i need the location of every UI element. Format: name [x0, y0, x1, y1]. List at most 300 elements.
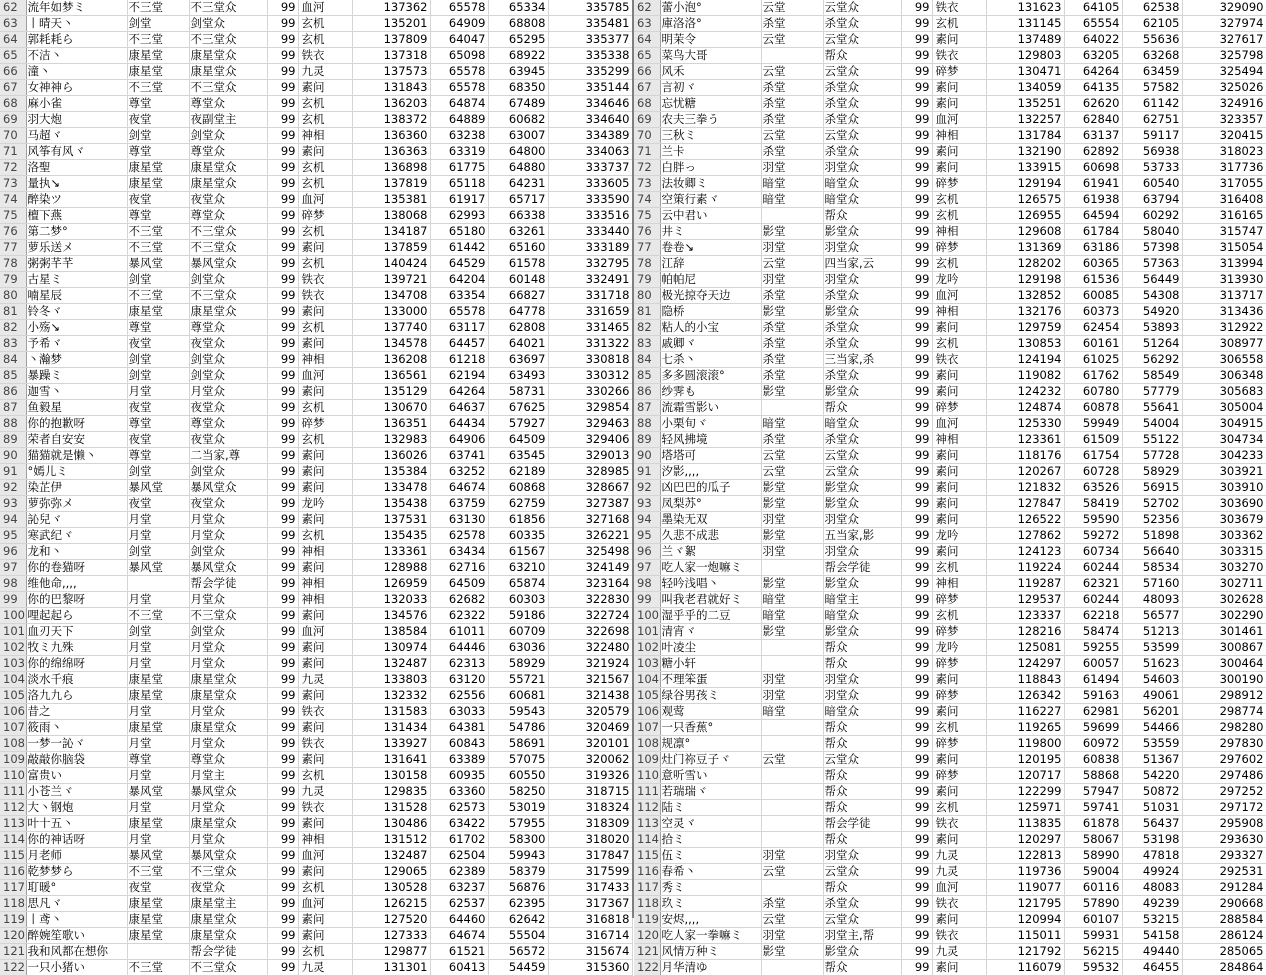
class-cell[interactable]: 素问: [298, 464, 352, 480]
score-b-cell[interactable]: 63319: [430, 144, 488, 160]
level-cell[interactable]: 99: [267, 544, 298, 560]
score-a-cell[interactable]: 136026: [352, 448, 430, 464]
title-cell[interactable]: 月堂众: [189, 640, 267, 656]
score-c-cell[interactable]: 58691: [488, 736, 548, 752]
row-number-cell[interactable]: 97: [0, 560, 26, 576]
class-cell[interactable]: 素问: [298, 640, 352, 656]
branch-cell[interactable]: [761, 800, 823, 816]
level-cell[interactable]: 99: [267, 496, 298, 512]
branch-cell[interactable]: 影堂: [761, 496, 823, 512]
total-score-cell[interactable]: 302290: [1182, 608, 1266, 624]
level-cell[interactable]: 99: [901, 288, 932, 304]
score-b-cell[interactable]: 60365: [1064, 256, 1122, 272]
score-b-cell[interactable]: 63434: [430, 544, 488, 560]
player-name-cell[interactable]: 小苍兰ヾ: [26, 784, 127, 800]
player-name-cell[interactable]: 檀下燕: [26, 208, 127, 224]
player-name-cell[interactable]: 洛聖: [26, 160, 127, 176]
level-cell[interactable]: 99: [267, 800, 298, 816]
title-cell[interactable]: 康星堂主: [189, 896, 267, 912]
level-cell[interactable]: 99: [901, 944, 932, 960]
row-number-cell[interactable]: 84: [634, 352, 660, 368]
score-b-cell[interactable]: 60244: [1064, 592, 1122, 608]
total-score-cell[interactable]: 335338: [548, 48, 632, 64]
player-name-cell[interactable]: 流年如梦ミ: [26, 0, 127, 16]
score-c-cell[interactable]: 60709: [488, 624, 548, 640]
player-name-cell[interactable]: 法妆卿ミ: [660, 176, 761, 192]
score-c-cell[interactable]: 48083: [1122, 880, 1182, 896]
score-c-cell[interactable]: 57363: [1122, 256, 1182, 272]
title-cell[interactable]: 云堂众: [823, 912, 901, 928]
total-score-cell[interactable]: 325498: [548, 544, 632, 560]
branch-cell[interactable]: 夜堂: [127, 400, 189, 416]
score-b-cell[interactable]: 58868: [1064, 768, 1122, 784]
row-number-cell[interactable]: 83: [0, 336, 26, 352]
class-cell[interactable]: 玄机: [298, 768, 352, 784]
player-name-cell[interactable]: 兰卡: [660, 144, 761, 160]
row-number-cell[interactable]: 101: [634, 624, 660, 640]
total-score-cell[interactable]: 295908: [1182, 816, 1266, 832]
player-name-cell[interactable]: 湿乎乎的二豆: [660, 608, 761, 624]
title-cell[interactable]: 康星堂众: [189, 64, 267, 80]
score-c-cell[interactable]: 58250: [488, 784, 548, 800]
branch-cell[interactable]: 暗堂: [761, 704, 823, 720]
total-score-cell[interactable]: 329463: [548, 416, 632, 432]
branch-cell[interactable]: 羽堂: [761, 544, 823, 560]
branch-cell[interactable]: 夜堂: [127, 336, 189, 352]
title-cell[interactable]: 羽堂众: [823, 512, 901, 528]
score-a-cell[interactable]: 116227: [986, 704, 1064, 720]
total-score-cell[interactable]: 291284: [1182, 880, 1266, 896]
class-cell[interactable]: 素问: [298, 752, 352, 768]
total-score-cell[interactable]: 301461: [1182, 624, 1266, 640]
class-cell[interactable]: 铁衣: [932, 896, 986, 912]
title-cell[interactable]: 帮众: [823, 720, 901, 736]
score-c-cell[interactable]: 55636: [1122, 32, 1182, 48]
title-cell[interactable]: 影堂众: [823, 224, 901, 240]
score-a-cell[interactable]: 135381: [352, 192, 430, 208]
player-name-cell[interactable]: 叶十五丶: [26, 816, 127, 832]
player-name-cell[interactable]: 塔塔可: [660, 448, 761, 464]
title-cell[interactable]: 康星堂众: [189, 720, 267, 736]
score-a-cell[interactable]: 139721: [352, 272, 430, 288]
level-cell[interactable]: 99: [267, 160, 298, 176]
score-a-cell[interactable]: 137859: [352, 240, 430, 256]
player-name-cell[interactable]: 规凛°: [660, 736, 761, 752]
player-name-cell[interactable]: 思凡ヾ: [26, 896, 127, 912]
score-a-cell[interactable]: 132332: [352, 688, 430, 704]
level-cell[interactable]: 99: [267, 688, 298, 704]
total-score-cell[interactable]: 335481: [548, 16, 632, 32]
score-a-cell[interactable]: 129835: [352, 784, 430, 800]
title-cell[interactable]: 月堂众: [189, 384, 267, 400]
total-score-cell[interactable]: 313994: [1182, 256, 1266, 272]
total-score-cell[interactable]: 316714: [548, 928, 632, 944]
score-b-cell[interactable]: 64460: [430, 912, 488, 928]
title-cell[interactable]: 月堂众: [189, 512, 267, 528]
score-a-cell[interactable]: 126342: [986, 688, 1064, 704]
row-number-cell[interactable]: 102: [634, 640, 660, 656]
score-c-cell[interactable]: 55504: [488, 928, 548, 944]
score-c-cell[interactable]: 52356: [1122, 512, 1182, 528]
score-c-cell[interactable]: 65874: [488, 576, 548, 592]
score-a-cell[interactable]: 135438: [352, 496, 430, 512]
score-b-cell[interactable]: 62556: [430, 688, 488, 704]
class-cell[interactable]: 素问: [932, 672, 986, 688]
total-score-cell[interactable]: 315054: [1182, 240, 1266, 256]
title-cell[interactable]: 云堂众: [823, 32, 901, 48]
player-name-cell[interactable]: 萝乐送メ: [26, 240, 127, 256]
class-cell[interactable]: 玄机: [298, 880, 352, 896]
score-a-cell[interactable]: 121832: [986, 480, 1064, 496]
class-cell[interactable]: 血河: [932, 416, 986, 432]
row-number-cell[interactable]: 122: [634, 960, 660, 976]
class-cell[interactable]: 铁衣: [298, 736, 352, 752]
score-c-cell[interactable]: 51367: [1122, 752, 1182, 768]
level-cell[interactable]: 99: [901, 912, 932, 928]
score-c-cell[interactable]: 54786: [488, 720, 548, 736]
class-cell[interactable]: 血河: [298, 896, 352, 912]
branch-cell[interactable]: 不三堂: [127, 32, 189, 48]
score-a-cell[interactable]: 137809: [352, 32, 430, 48]
score-c-cell[interactable]: 58731: [488, 384, 548, 400]
total-score-cell[interactable]: 329854: [548, 400, 632, 416]
score-c-cell[interactable]: 56640: [1122, 544, 1182, 560]
player-name-cell[interactable]: 羽大炮: [26, 112, 127, 128]
title-cell[interactable]: 杀堂众: [823, 432, 901, 448]
level-cell[interactable]: 99: [267, 768, 298, 784]
score-c-cell[interactable]: 56201: [1122, 704, 1182, 720]
level-cell[interactable]: 99: [267, 576, 298, 592]
score-a-cell[interactable]: 135251: [986, 96, 1064, 112]
row-number-cell[interactable]: 91: [0, 464, 26, 480]
score-c-cell[interactable]: 60682: [488, 112, 548, 128]
player-name-cell[interactable]: 郭耗耗ら: [26, 32, 127, 48]
row-number-cell[interactable]: 78: [0, 256, 26, 272]
level-cell[interactable]: 99: [267, 128, 298, 144]
class-cell[interactable]: 素问: [298, 720, 352, 736]
branch-cell[interactable]: 尊堂: [127, 752, 189, 768]
row-number-cell[interactable]: 62: [0, 0, 26, 16]
title-cell[interactable]: 月堂众: [189, 736, 267, 752]
title-cell[interactable]: 羽堂众: [823, 672, 901, 688]
total-score-cell[interactable]: 313930: [1182, 272, 1266, 288]
title-cell[interactable]: 康星堂众: [189, 176, 267, 192]
score-a-cell[interactable]: 132852: [986, 288, 1064, 304]
title-cell[interactable]: 三当家,杀: [823, 352, 901, 368]
row-number-cell[interactable]: 120: [0, 928, 26, 944]
score-b-cell[interactable]: 62578: [430, 528, 488, 544]
score-c-cell[interactable]: 53019: [488, 800, 548, 816]
branch-cell[interactable]: 剑堂: [127, 368, 189, 384]
player-name-cell[interactable]: 井ミ: [660, 224, 761, 240]
level-cell[interactable]: 99: [267, 432, 298, 448]
score-c-cell[interactable]: 60303: [488, 592, 548, 608]
title-cell[interactable]: 月堂众: [189, 528, 267, 544]
score-b-cell[interactable]: 60116: [1064, 880, 1122, 896]
total-score-cell[interactable]: 298774: [1182, 704, 1266, 720]
branch-cell[interactable]: 云堂: [761, 464, 823, 480]
score-b-cell[interactable]: 62322: [430, 608, 488, 624]
player-name-cell[interactable]: 丶瀚梦: [26, 352, 127, 368]
player-name-cell[interactable]: 帕帕尼: [660, 272, 761, 288]
player-name-cell[interactable]: 量执↘: [26, 176, 127, 192]
level-cell[interactable]: 99: [267, 448, 298, 464]
row-number-cell[interactable]: 93: [634, 496, 660, 512]
row-number-cell[interactable]: 64: [634, 32, 660, 48]
class-cell[interactable]: 九灵: [298, 960, 352, 976]
score-b-cell[interactable]: 63354: [430, 288, 488, 304]
title-cell[interactable]: 剑堂众: [189, 368, 267, 384]
title-cell[interactable]: 暗堂众: [823, 608, 901, 624]
level-cell[interactable]: 99: [267, 208, 298, 224]
score-a-cell[interactable]: 134187: [352, 224, 430, 240]
score-c-cell[interactable]: 63794: [1122, 192, 1182, 208]
score-a-cell[interactable]: 119265: [986, 720, 1064, 736]
level-cell[interactable]: 99: [267, 384, 298, 400]
level-cell[interactable]: 99: [901, 256, 932, 272]
class-cell[interactable]: 碎梦: [298, 416, 352, 432]
total-score-cell[interactable]: 298912: [1182, 688, 1266, 704]
total-score-cell[interactable]: 331465: [548, 320, 632, 336]
player-name-cell[interactable]: 小殇↘: [26, 320, 127, 336]
player-name-cell[interactable]: 丨鸢丶: [26, 912, 127, 928]
branch-cell[interactable]: [761, 832, 823, 848]
score-c-cell[interactable]: 63007: [488, 128, 548, 144]
player-name-cell[interactable]: 安烬,,,,: [660, 912, 761, 928]
score-b-cell[interactable]: 64874: [430, 96, 488, 112]
level-cell[interactable]: 99: [901, 800, 932, 816]
total-score-cell[interactable]: 302711: [1182, 576, 1266, 592]
total-score-cell[interactable]: 304915: [1182, 416, 1266, 432]
score-c-cell[interactable]: 54004: [1122, 416, 1182, 432]
total-score-cell[interactable]: 306348: [1182, 368, 1266, 384]
branch-cell[interactable]: 杀堂: [761, 368, 823, 384]
score-c-cell[interactable]: 54466: [1122, 720, 1182, 736]
row-number-cell[interactable]: 120: [634, 928, 660, 944]
class-cell[interactable]: 血河: [298, 0, 352, 16]
level-cell[interactable]: 99: [901, 432, 932, 448]
title-cell[interactable]: 月堂众: [189, 704, 267, 720]
class-cell[interactable]: 玄机: [298, 528, 352, 544]
player-name-cell[interactable]: 一只香蕉°: [660, 720, 761, 736]
title-cell[interactable]: 云堂众: [823, 64, 901, 80]
score-a-cell[interactable]: 129537: [986, 592, 1064, 608]
score-c-cell[interactable]: 46455: [1122, 960, 1182, 976]
score-b-cell[interactable]: 59590: [1064, 512, 1122, 528]
class-cell[interactable]: 玄机: [298, 256, 352, 272]
player-name-cell[interactable]: 大丶钢炮: [26, 800, 127, 816]
score-b-cell[interactable]: 60728: [1064, 464, 1122, 480]
row-number-cell[interactable]: 114: [634, 832, 660, 848]
player-name-cell[interactable]: 汐影,,,,: [660, 464, 761, 480]
player-name-cell[interactable]: 三秋ミ: [660, 128, 761, 144]
level-cell[interactable]: 99: [901, 640, 932, 656]
total-score-cell[interactable]: 293630: [1182, 832, 1266, 848]
score-a-cell[interactable]: 125081: [986, 640, 1064, 656]
branch-cell[interactable]: 杀堂: [761, 16, 823, 32]
total-score-cell[interactable]: 321924: [548, 656, 632, 672]
player-name-cell[interactable]: 春希丶: [660, 864, 761, 880]
row-number-cell[interactable]: 103: [0, 656, 26, 672]
player-name-cell[interactable]: 白胖っ: [660, 160, 761, 176]
total-score-cell[interactable]: 320101: [548, 736, 632, 752]
score-b-cell[interactable]: 63741: [430, 448, 488, 464]
score-a-cell[interactable]: 132190: [986, 144, 1064, 160]
score-b-cell[interactable]: 64381: [430, 720, 488, 736]
score-c-cell[interactable]: 58300: [488, 832, 548, 848]
title-cell[interactable]: 四当家,云: [823, 256, 901, 272]
branch-cell[interactable]: 尊堂: [127, 96, 189, 112]
score-c-cell[interactable]: 54158: [1122, 928, 1182, 944]
score-b-cell[interactable]: 65554: [1064, 16, 1122, 32]
player-name-cell[interactable]: 第二梦°: [26, 224, 127, 240]
level-cell[interactable]: 99: [267, 880, 298, 896]
score-a-cell[interactable]: 138068: [352, 208, 430, 224]
branch-cell[interactable]: 夜堂: [127, 112, 189, 128]
class-cell[interactable]: 铁衣: [932, 0, 986, 16]
branch-cell[interactable]: 剑堂: [127, 544, 189, 560]
score-a-cell[interactable]: 123337: [986, 608, 1064, 624]
class-cell[interactable]: 九灵: [298, 64, 352, 80]
total-score-cell[interactable]: 317433: [548, 880, 632, 896]
score-a-cell[interactable]: 133361: [352, 544, 430, 560]
score-b-cell[interactable]: 61775: [430, 160, 488, 176]
branch-cell[interactable]: 羽堂: [761, 272, 823, 288]
class-cell[interactable]: 玄机: [932, 720, 986, 736]
branch-cell[interactable]: [761, 784, 823, 800]
score-a-cell[interactable]: 138372: [352, 112, 430, 128]
score-c-cell[interactable]: 63210: [488, 560, 548, 576]
title-cell[interactable]: 羽堂众: [823, 544, 901, 560]
score-b-cell[interactable]: 61509: [1064, 432, 1122, 448]
branch-cell[interactable]: [127, 944, 189, 960]
class-cell[interactable]: 素问: [932, 384, 986, 400]
score-a-cell[interactable]: 120994: [986, 912, 1064, 928]
class-cell[interactable]: 玄机: [932, 560, 986, 576]
score-a-cell[interactable]: 120717: [986, 768, 1064, 784]
score-a-cell[interactable]: 134576: [352, 608, 430, 624]
score-a-cell[interactable]: 126522: [986, 512, 1064, 528]
branch-cell[interactable]: 羽堂: [761, 928, 823, 944]
score-c-cell[interactable]: 63261: [488, 224, 548, 240]
branch-cell[interactable]: 尊堂: [127, 144, 189, 160]
total-score-cell[interactable]: 327387: [548, 496, 632, 512]
total-score-cell[interactable]: 324916: [1182, 96, 1266, 112]
title-cell[interactable]: 杀堂众: [823, 112, 901, 128]
row-number-cell[interactable]: 98: [634, 576, 660, 592]
score-a-cell[interactable]: 129877: [352, 944, 430, 960]
title-cell[interactable]: 剑堂众: [189, 624, 267, 640]
row-number-cell[interactable]: 74: [0, 192, 26, 208]
score-b-cell[interactable]: 64434: [430, 416, 488, 432]
player-name-cell[interactable]: 昔之: [26, 704, 127, 720]
level-cell[interactable]: 99: [267, 960, 298, 976]
title-cell[interactable]: 云堂众: [823, 752, 901, 768]
score-a-cell[interactable]: 135129: [352, 384, 430, 400]
total-score-cell[interactable]: 317055: [1182, 176, 1266, 192]
score-b-cell[interactable]: 61762: [1064, 368, 1122, 384]
class-cell[interactable]: 血河: [298, 368, 352, 384]
score-b-cell[interactable]: 64529: [430, 256, 488, 272]
score-c-cell[interactable]: 57398: [1122, 240, 1182, 256]
class-cell[interactable]: 素问: [298, 80, 352, 96]
score-a-cell[interactable]: 132176: [986, 304, 1064, 320]
level-cell[interactable]: 99: [901, 208, 932, 224]
score-c-cell[interactable]: 63493: [488, 368, 548, 384]
score-b-cell[interactable]: 64457: [430, 336, 488, 352]
title-cell[interactable]: 月堂众: [189, 832, 267, 848]
score-c-cell[interactable]: 64021: [488, 336, 548, 352]
score-b-cell[interactable]: 58419: [1064, 496, 1122, 512]
score-b-cell[interactable]: 63360: [430, 784, 488, 800]
player-name-cell[interactable]: 庫洛洛°: [660, 16, 761, 32]
score-a-cell[interactable]: 134578: [352, 336, 430, 352]
class-cell[interactable]: 血河: [298, 624, 352, 640]
total-score-cell[interactable]: 315674: [548, 944, 632, 960]
branch-cell[interactable]: 杀堂: [761, 288, 823, 304]
score-c-cell[interactable]: 55721: [488, 672, 548, 688]
row-number-cell[interactable]: 67: [0, 80, 26, 96]
class-cell[interactable]: 铁衣: [298, 48, 352, 64]
score-a-cell[interactable]: 119800: [986, 736, 1064, 752]
row-number-cell[interactable]: 110: [0, 768, 26, 784]
total-score-cell[interactable]: 303910: [1182, 480, 1266, 496]
score-a-cell[interactable]: 128988: [352, 560, 430, 576]
score-b-cell[interactable]: 57947: [1064, 784, 1122, 800]
score-a-cell[interactable]: 131512: [352, 832, 430, 848]
score-c-cell[interactable]: 57075: [488, 752, 548, 768]
score-a-cell[interactable]: 132033: [352, 592, 430, 608]
total-score-cell[interactable]: 317847: [548, 848, 632, 864]
total-score-cell[interactable]: 326221: [548, 528, 632, 544]
score-a-cell[interactable]: 138584: [352, 624, 430, 640]
branch-cell[interactable]: 夜堂: [127, 432, 189, 448]
level-cell[interactable]: 99: [901, 0, 932, 16]
class-cell[interactable]: 铁衣: [298, 272, 352, 288]
branch-cell[interactable]: 云堂: [761, 448, 823, 464]
score-a-cell[interactable]: 133927: [352, 736, 430, 752]
branch-cell[interactable]: 影堂: [761, 480, 823, 496]
class-cell[interactable]: 碎梦: [932, 64, 986, 80]
branch-cell[interactable]: 康星堂: [127, 672, 189, 688]
branch-cell[interactable]: 暴风堂: [127, 560, 189, 576]
branch-cell[interactable]: 康星堂: [127, 160, 189, 176]
title-cell[interactable]: 杀堂众: [823, 320, 901, 336]
score-c-cell[interactable]: 61856: [488, 512, 548, 528]
score-a-cell[interactable]: 132257: [986, 112, 1064, 128]
score-c-cell[interactable]: 63268: [1122, 48, 1182, 64]
branch-cell[interactable]: 羽堂: [761, 512, 823, 528]
player-name-cell[interactable]: 空灵ヾ: [660, 816, 761, 832]
score-b-cell[interactable]: 64674: [430, 928, 488, 944]
score-c-cell[interactable]: 60292: [1122, 208, 1182, 224]
score-c-cell[interactable]: 62105: [1122, 16, 1182, 32]
row-number-cell[interactable]: 85: [0, 368, 26, 384]
player-name-cell[interactable]: 隐桥: [660, 304, 761, 320]
level-cell[interactable]: 99: [267, 32, 298, 48]
title-cell[interactable]: 月堂众: [189, 592, 267, 608]
score-b-cell[interactable]: 65578: [430, 64, 488, 80]
row-number-cell[interactable]: 98: [0, 576, 26, 592]
title-cell[interactable]: 康星堂众: [189, 816, 267, 832]
row-number-cell[interactable]: 117: [634, 880, 660, 896]
total-score-cell[interactable]: 292531: [1182, 864, 1266, 880]
row-number-cell[interactable]: 107: [634, 720, 660, 736]
player-name-cell[interactable]: 敲敲你脑袋: [26, 752, 127, 768]
score-a-cell[interactable]: 115011: [986, 928, 1064, 944]
branch-cell[interactable]: 影堂: [761, 384, 823, 400]
score-a-cell[interactable]: 136561: [352, 368, 430, 384]
